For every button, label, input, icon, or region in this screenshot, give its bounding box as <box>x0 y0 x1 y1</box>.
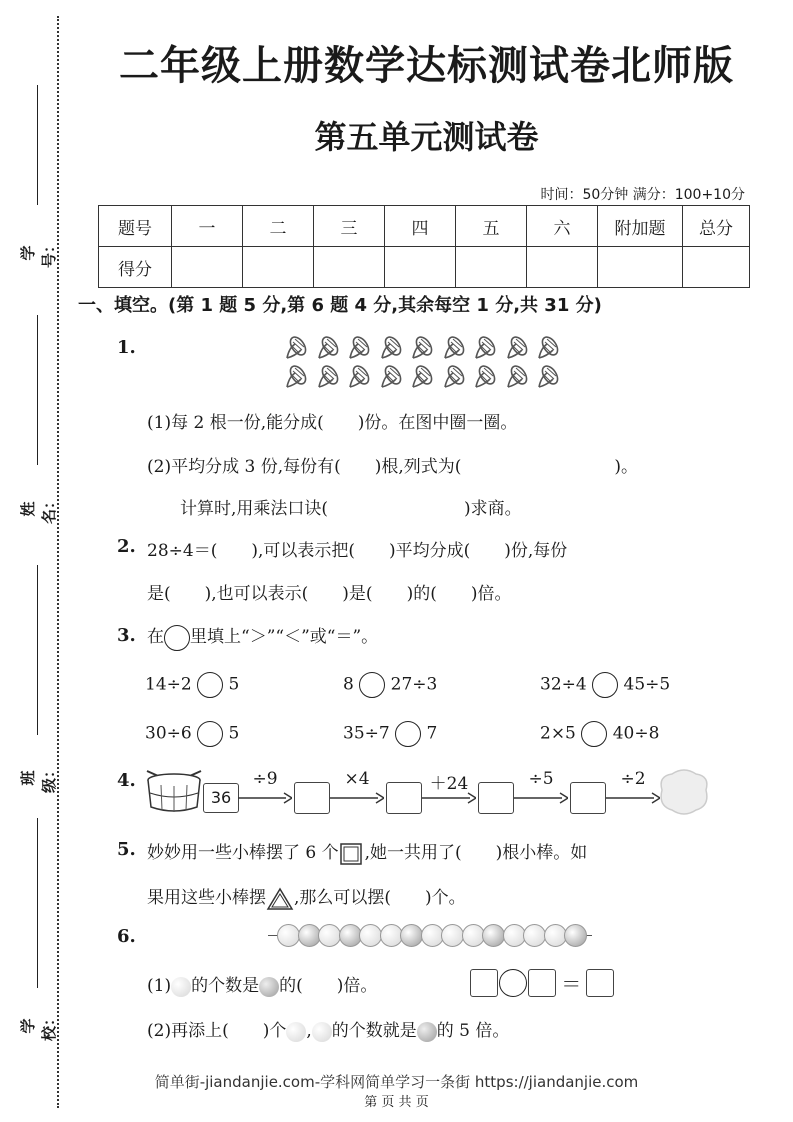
q5-text: 果用这些小棒摆 <box>147 888 266 908</box>
q6-text: 的( )倍。 <box>279 976 378 996</box>
equals-sign: ＝ <box>561 972 582 996</box>
corn-icon <box>346 334 372 360</box>
score-header-cell: 二 <box>243 206 314 247</box>
q5-text: 妙妙用一些小棒摆了 6 个 <box>147 843 339 863</box>
answer-circle[interactable] <box>197 721 223 747</box>
corn-icon <box>378 334 404 360</box>
footer-page: 第 页 共 页 <box>364 1095 429 1110</box>
school-write-line <box>37 818 38 988</box>
corn-icon <box>472 363 498 389</box>
question-number: 6. <box>117 926 136 947</box>
name-write-line <box>37 315 38 465</box>
dark-bead-icon <box>400 924 423 947</box>
q5-line2 <box>147 883 466 911</box>
q3-instruction <box>147 622 378 651</box>
question-number: 5. <box>117 839 136 860</box>
corn-icon <box>378 363 404 389</box>
score-entry-cell[interactable] <box>683 247 750 288</box>
compare-left: 32÷4 <box>540 674 587 695</box>
corn-icon <box>472 334 498 360</box>
light-bead-icon <box>441 924 464 947</box>
corn-icon <box>409 363 435 389</box>
q6-part1 <box>147 971 377 997</box>
score-header-cell: 题号 <box>99 206 172 247</box>
score-entry-cell[interactable] <box>598 247 683 288</box>
class-write-line <box>37 565 38 735</box>
score-header-row <box>99 206 750 247</box>
light-bead-icon <box>171 977 191 997</box>
corn-icon <box>441 334 467 360</box>
footer-site: 简单街-jiandanjie.com-学科网简单学习一条街 https://jiandanjie.com <box>154 1073 639 1091</box>
compare-item <box>145 721 239 747</box>
q2-line2: 是( ),也可以表示( )是( )的( )倍。 <box>147 584 512 604</box>
corn-icon <box>441 363 467 389</box>
chain-answer-box[interactable] <box>478 782 514 814</box>
q6-part2 <box>147 1016 509 1042</box>
compare-right: 45÷5 <box>623 674 671 695</box>
time-score-info: 时间：50分钟 满分：100+10分 <box>540 187 745 203</box>
compare-left: 35÷7 <box>343 723 390 744</box>
light-bead-icon <box>286 1022 306 1042</box>
q6-text: (1) <box>147 976 172 996</box>
q6-text: 的个数就是 <box>331 1021 417 1041</box>
flower-shape-icon[interactable] <box>658 768 710 816</box>
school-label: 学校： <box>19 1011 58 1042</box>
q6-text: , <box>306 1021 312 1041</box>
page-title: 二年级上册数学达标测试卷北师版 <box>119 43 734 89</box>
compare-item <box>540 672 670 698</box>
score-row-label: 得分 <box>99 247 172 288</box>
chain-operation-label: ＋24 <box>429 774 469 794</box>
equation-template <box>470 968 614 997</box>
triangle-sticks-icon <box>266 887 294 911</box>
corn-icon <box>283 334 309 360</box>
chain-arrow-icon <box>238 792 292 804</box>
drum-icon <box>143 765 205 815</box>
compare-item <box>343 672 437 698</box>
compare-right: 5 <box>228 723 240 744</box>
answer-circle[interactable] <box>359 672 385 698</box>
chain-operation-label: ÷5 <box>528 769 554 789</box>
answer-circle[interactable] <box>581 721 607 747</box>
binding-dotted-line <box>57 16 59 1108</box>
light-bead-icon <box>359 924 382 947</box>
score-entry-row <box>99 247 750 288</box>
score-header-cell: 四 <box>385 206 456 247</box>
question-number: 4. <box>117 770 136 791</box>
score-header-cell: 附加题 <box>598 206 683 247</box>
compare-left: 30÷6 <box>145 723 192 744</box>
chain-answer-box[interactable] <box>386 782 422 814</box>
class-label: 班级： <box>19 763 58 794</box>
chain-arrow-icon <box>606 792 660 804</box>
score-header-cell: 总分 <box>683 206 750 247</box>
section-heading: 一、填空。(第 1 题 5 分,第 6 题 4 分,其余每空 1 分,共 31 分) <box>78 295 602 316</box>
corn-icon <box>315 334 341 360</box>
compare-left: 2×5 <box>540 723 576 744</box>
chain-operation-label: ÷9 <box>252 769 278 789</box>
dark-bead-icon <box>482 924 505 947</box>
answer-box[interactable] <box>528 969 556 997</box>
compare-circle-icon <box>164 625 190 651</box>
score-table <box>98 205 750 288</box>
q6-text: 的 5 倍。 <box>436 1021 510 1041</box>
compare-item <box>145 672 239 698</box>
dark-bead-icon <box>417 1022 437 1042</box>
compare-right: 27÷3 <box>390 674 438 695</box>
operator-circle[interactable] <box>499 969 527 997</box>
question-number: 3. <box>117 625 136 646</box>
answer-circle[interactable] <box>395 721 421 747</box>
score-entry-cell[interactable] <box>172 247 243 288</box>
answer-circle[interactable] <box>197 672 223 698</box>
compare-left: 14÷2 <box>145 674 192 695</box>
chain-arrow-icon <box>330 792 384 804</box>
answer-box[interactable] <box>470 969 498 997</box>
chain-operation-label: ×4 <box>344 769 370 789</box>
light-bead-icon <box>312 1022 332 1042</box>
chain-answer-box[interactable] <box>570 782 606 814</box>
dark-bead-icon <box>564 924 587 947</box>
chain-answer-box[interactable] <box>294 782 330 814</box>
compare-right: 7 <box>426 723 438 744</box>
compare-right: 40÷8 <box>612 723 660 744</box>
page-subtitle: 第五单元测试卷 <box>314 118 539 156</box>
q5-text: ,她一共用了( )根小棒。如 <box>364 843 588 863</box>
q5-line1 <box>147 838 587 866</box>
q5-text: ,那么可以摆( )个。 <box>294 888 466 908</box>
corn-icon <box>409 334 435 360</box>
q1-part1: (1)每 2 根一份,能分成( )份。在图中圈一圈。 <box>147 413 518 433</box>
name-label: 姓名： <box>19 494 58 525</box>
answer-circle[interactable] <box>592 672 618 698</box>
q1-part3: 计算时,用乘法口诀( )求商。 <box>180 499 522 519</box>
corn-icon <box>346 363 372 389</box>
corn-icon <box>504 363 530 389</box>
compare-item <box>540 721 659 747</box>
corn-icon <box>535 363 561 389</box>
corn-icon <box>504 334 530 360</box>
question-number: 1. <box>117 337 136 358</box>
score-entry-cell[interactable] <box>456 247 527 288</box>
q6-text: 的个数是 <box>191 976 260 996</box>
score-entry-cell[interactable] <box>243 247 314 288</box>
id-label: 学号： <box>19 238 58 269</box>
light-bead-icon <box>318 924 341 947</box>
corn-icon <box>535 334 561 360</box>
q2-line1: 28÷4＝( ),可以表示把( )平均分成( )份,每份 <box>147 541 568 561</box>
corn-icon <box>283 363 309 389</box>
chain-operation-label: ÷2 <box>620 769 646 789</box>
compare-item <box>343 721 437 747</box>
compare-right: 5 <box>228 674 240 695</box>
q3-intro-a: 在 <box>147 627 164 647</box>
compare-left: 8 <box>343 674 354 695</box>
light-bead-icon <box>523 924 546 947</box>
square-sticks-icon <box>339 842 365 866</box>
q1-part2: (2)平均分成 3 份,每份有( )根,列式为( )。 <box>147 457 639 477</box>
answer-box[interactable] <box>586 969 614 997</box>
chain-arrow-icon <box>514 792 568 804</box>
corn-icon <box>315 363 341 389</box>
question-number: 2. <box>117 536 136 557</box>
score-header-cell: 一 <box>172 206 243 247</box>
q3-intro-b: 里填上“＞”“＜”或“＝”。 <box>190 627 379 647</box>
score-entry-cell[interactable] <box>527 247 598 288</box>
start-value-box: 36 <box>203 783 239 813</box>
score-header-cell: 六 <box>527 206 598 247</box>
light-bead-icon <box>277 924 300 947</box>
q6-text: (2)再添上( )个 <box>147 1021 287 1041</box>
score-entry-cell[interactable] <box>314 247 385 288</box>
score-header-cell: 三 <box>314 206 385 247</box>
corn-picture <box>283 334 583 394</box>
score-header-cell: 五 <box>456 206 527 247</box>
score-entry-cell[interactable] <box>385 247 456 288</box>
dark-bead-icon <box>259 977 279 997</box>
